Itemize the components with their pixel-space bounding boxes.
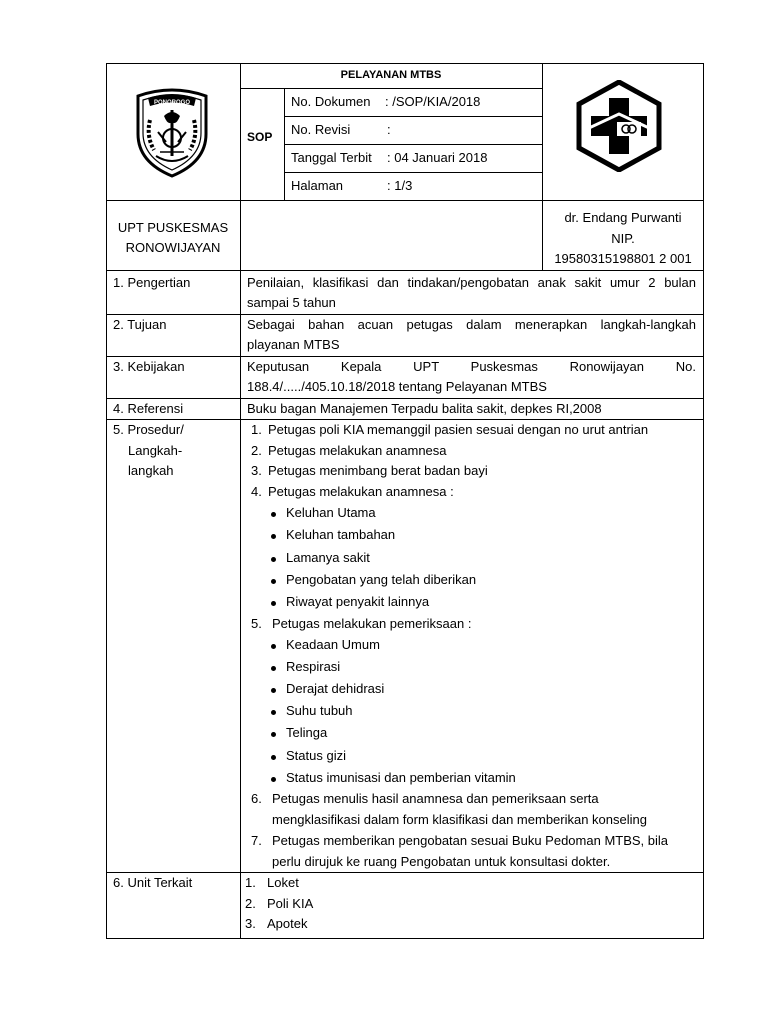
tujuan-text-line1: Sebagai bahan acuan petugas dalam menerapkan langkah-langkah: [247, 317, 696, 332]
bullet-icon: [271, 755, 276, 760]
tanggal-terbit-value: : 04 Januari 2018: [387, 150, 488, 165]
bullet-icon: [271, 579, 276, 584]
step-text: Petugas menimbang berat badan bayi: [268, 463, 488, 478]
no-dokumen-value: : /SOP/KIA/2018: [385, 94, 481, 109]
document-title: PELAYANAN MTBS: [340, 69, 442, 81]
step-text-continued: mengklasifikasi dalam form klasifikasi dan memberikan konseling: [272, 812, 647, 827]
kebijakan-label: 3. Kebijakan: [113, 359, 185, 374]
step-number: 1.: [251, 422, 262, 437]
halaman-label: Halaman: [291, 178, 344, 193]
unit-item: Apotek: [267, 916, 308, 931]
org-name-line1: UPT PUSKESMAS: [117, 220, 229, 235]
tujuan-label: 2. Tujuan: [113, 317, 167, 332]
step-number: 4.: [251, 484, 262, 499]
list-item: Lamanya sakit: [286, 550, 370, 565]
unit-number: 2.: [245, 896, 256, 911]
tujuan-text-line2: playanan MTBS: [247, 337, 340, 352]
org-name-line2: RONOWIJAYAN: [125, 240, 221, 255]
referensi-text: Buku bagan Manajemen Terpadu balita sakit, depkes RI,2008: [247, 401, 602, 416]
list-item: Respirasi: [286, 659, 341, 674]
bullet-icon: [271, 512, 276, 517]
unit-item: Poli KIA: [267, 896, 314, 911]
list-item: Status gizi: [286, 748, 346, 763]
pengertian-text-line1: Penilaian, klasifikasi dan tindakan/pengobatan anak sakit umur 2 bulan: [247, 275, 696, 290]
step-text: Petugas poli KIA memanggil pasien sesuai dengan no urut antrian: [268, 422, 649, 437]
bullet-icon: [271, 557, 276, 562]
bullet-icon: [271, 666, 276, 671]
list-item: Derajat dehidrasi: [286, 681, 385, 696]
kebijakan-text-line1: Keputusan Kepala UPT Puskesmas Ronowijayan No.: [247, 359, 696, 374]
bullet-icon: [271, 688, 276, 693]
step-text: Petugas memberikan pengobatan sesuai Buku Pedoman MTBS, bila: [272, 833, 669, 848]
pengertian-text-line2: sampai 5 tahun: [247, 295, 336, 310]
step-number: 3.: [251, 463, 262, 478]
list-item: Status imunisasi dan pemberian vitamin: [286, 770, 516, 785]
step-text: Petugas melakukan anamnesa :: [268, 484, 454, 499]
no-revisi-value: :: [387, 122, 391, 137]
bullet-icon: [271, 777, 276, 782]
prosedur-label-line2: Langkah-: [128, 443, 183, 458]
step-number: 6.: [251, 791, 262, 806]
unit-number: 3.: [245, 916, 256, 931]
signer-name: dr. Endang Purwanti: [564, 210, 682, 225]
step-text: Petugas menulis hasil anamnesa dan pemeriksaan serta: [272, 791, 599, 806]
step-number: 7.: [251, 833, 262, 848]
nip-value: 19580315198801 2 001: [554, 251, 692, 266]
step-number: 5.: [251, 616, 262, 631]
ponorogo-crest-logo: [130, 86, 214, 178]
kebijakan-text-line2: 188.4/...../405.10.18/2018 tentang Pelayanan MTBS: [247, 379, 547, 394]
unit-item: Loket: [267, 875, 299, 890]
list-item: Keluhan tambahan: [286, 527, 396, 542]
list-item: Keadaan Umum: [286, 637, 380, 652]
halaman-value: : 1/3: [387, 178, 413, 193]
no-dokumen-label: No. Dokumen: [291, 94, 371, 109]
bullet-icon: [271, 710, 276, 715]
puskesmas-logo: [573, 80, 665, 172]
bullet-icon: [271, 601, 276, 606]
list-item: Riwayat penyakit lainnya: [286, 594, 430, 609]
unit-number: 1.: [245, 875, 256, 890]
bullet-icon: [271, 732, 276, 737]
svg-text:PONOROGO: PONOROGO: [153, 100, 191, 106]
list-item: Suhu tubuh: [286, 703, 353, 718]
pengertian-label: 1. Pengertian: [113, 275, 191, 290]
tanggal-terbit-label: Tanggal Terbit: [291, 150, 372, 165]
prosedur-label: 5. Prosedur/: [113, 422, 184, 437]
prosedur-label-line3: langkah: [128, 463, 174, 478]
unit-terkait-label: 6. Unit Terkait: [113, 875, 193, 890]
step-text-continued: perlu dirujuk ke ruang Pengobatan untuk konsultasi dokter.: [272, 854, 611, 869]
step-text: Petugas melakukan anamnesa: [268, 443, 447, 458]
bullet-icon: [271, 644, 276, 649]
referensi-label: 4. Referensi: [113, 401, 184, 416]
nip-label: NIP.: [611, 231, 635, 246]
step-text: Petugas melakukan pemeriksaan :: [272, 616, 472, 631]
no-revisi-label: No. Revisi: [291, 122, 351, 137]
list-item: Pengobatan yang telah diberikan: [286, 572, 477, 587]
bullet-icon: [271, 534, 276, 539]
list-item: Telinga: [286, 725, 328, 740]
list-item: Keluhan Utama: [286, 505, 376, 520]
step-number: 2.: [251, 443, 262, 458]
sop-label: SOP: [247, 130, 273, 144]
